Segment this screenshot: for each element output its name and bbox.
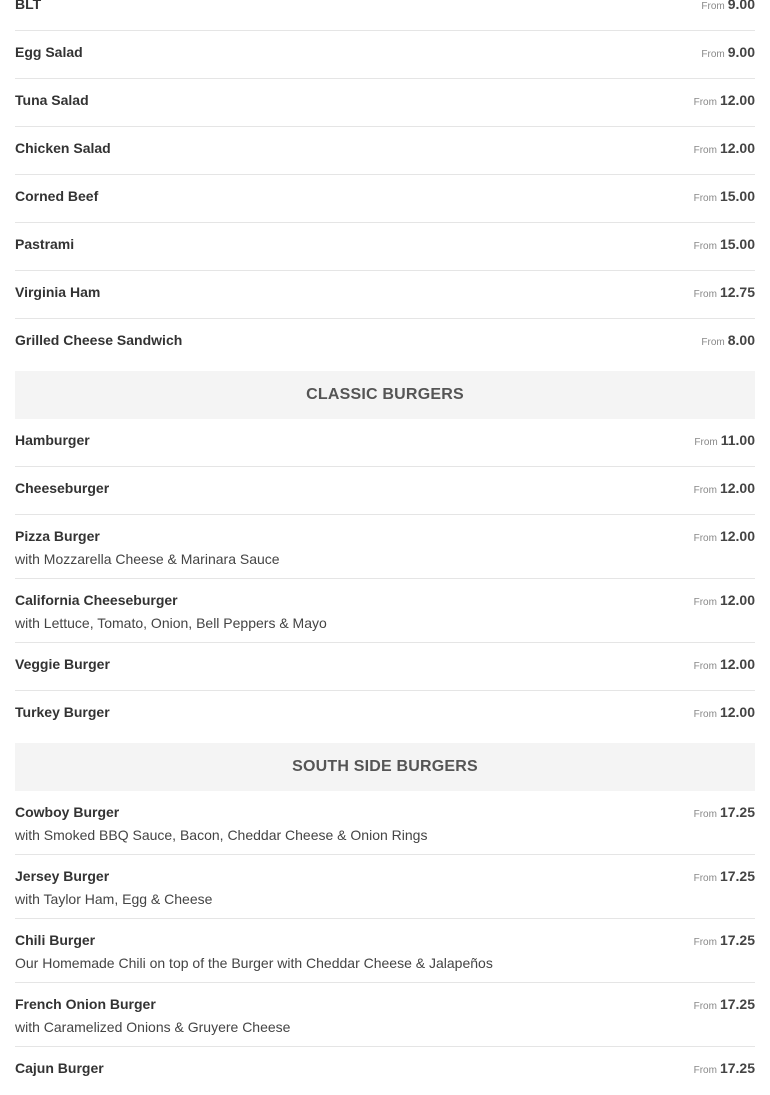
- item-name: Pastrami: [15, 236, 75, 252]
- menu-section: [15, 419, 755, 739]
- price-prefix: From: [693, 145, 717, 156]
- price-prefix: From: [693, 485, 717, 496]
- item-name: BLT: [15, 0, 42, 12]
- item-name: Virginia Ham: [15, 284, 101, 300]
- item-price: [694, 92, 755, 111]
- menu-item-grilled-cheese-sandwich[interactable]: [15, 319, 755, 367]
- item-name: Cowboy Burger: [15, 804, 120, 820]
- item-price: [694, 996, 755, 1015]
- item-name: Chicken Salad: [15, 140, 111, 156]
- menu-item-blt[interactable]: [15, 0, 755, 31]
- item-description: with Caramelized Onions & Gruyere Cheese: [15, 1019, 291, 1035]
- price-amount: 12.00: [719, 592, 755, 608]
- item-description: with Mozzarella Cheese & Marinara Sauce: [15, 551, 280, 567]
- price-amount: 17.25: [719, 932, 755, 948]
- menu-item-jersey-burger[interactable]: [15, 855, 755, 919]
- menu-item-virginia-ham[interactable]: [15, 271, 755, 319]
- item-description: with Lettuce, Tomato, Onion, Bell Peppers & Mayo: [15, 615, 327, 631]
- price-prefix: From: [693, 97, 717, 108]
- item-name: Pizza Burger: [15, 528, 100, 544]
- item-name: Cheeseburger: [15, 480, 110, 496]
- item-name: California Cheeseburger: [15, 592, 178, 608]
- price-amount: 12.00: [719, 480, 755, 496]
- price-prefix: From: [701, 49, 725, 60]
- price-prefix: From: [693, 1065, 717, 1076]
- item-price: [694, 804, 755, 823]
- section-header-south-side-burgers: SOUTH SIDE BURGERS: [15, 743, 755, 791]
- item-price: [701, 44, 755, 63]
- price-amount: 17.25: [719, 996, 755, 1012]
- price-amount: 15.00: [719, 236, 755, 252]
- item-name: Chili Burger: [15, 932, 96, 948]
- item-name: Grilled Cheese Sandwich: [15, 332, 183, 348]
- price-prefix: From: [701, 1, 725, 12]
- price-prefix: From: [693, 937, 717, 948]
- item-name: Tuna Salad: [15, 92, 89, 108]
- price-prefix: From: [693, 533, 717, 544]
- menu-item-hamburger[interactable]: [15, 419, 755, 467]
- item-price: [701, 332, 755, 351]
- price-prefix: From: [693, 193, 717, 204]
- item-price: [701, 0, 755, 15]
- item-price: [694, 592, 755, 611]
- menu-item-pastrami[interactable]: [15, 223, 755, 271]
- item-price: [694, 656, 755, 675]
- menu-item-turkey-burger[interactable]: [15, 691, 755, 739]
- price-prefix: From: [701, 337, 725, 348]
- menu-item-chili-burger[interactable]: [15, 919, 755, 983]
- price-amount: 8.00: [727, 332, 755, 348]
- price-prefix: From: [693, 241, 717, 252]
- item-price: [694, 236, 755, 255]
- price-amount: 12.00: [719, 528, 755, 544]
- menu-item-cajun-burger[interactable]: [15, 1047, 755, 1095]
- price-amount: 12.00: [719, 656, 755, 672]
- menu-item-california-cheeseburger[interactable]: [15, 579, 755, 643]
- item-name: Veggie Burger: [15, 656, 110, 672]
- item-description: with Taylor Ham, Egg & Cheese: [15, 891, 213, 907]
- price-prefix: From: [693, 597, 717, 608]
- section-header-classic-burgers: CLASSIC BURGERS: [15, 371, 755, 419]
- item-price: [694, 1060, 755, 1079]
- price-prefix: From: [693, 809, 717, 820]
- price-amount: 12.00: [719, 704, 755, 720]
- item-description: with Smoked BBQ Sauce, Bacon, Cheddar Cheese & Onion Rings: [15, 827, 428, 843]
- menu-item-tuna-salad[interactable]: [15, 79, 755, 127]
- menu-item-corned-beef[interactable]: [15, 175, 755, 223]
- menu-item-french-onion-burger[interactable]: [15, 983, 755, 1047]
- price-prefix: From: [694, 437, 718, 448]
- menu-section: [15, 0, 755, 367]
- item-price: [694, 528, 755, 547]
- menu-item-pizza-burger[interactable]: [15, 515, 755, 579]
- price-amount: 17.25: [719, 804, 755, 820]
- menu-list: [15, 0, 755, 1095]
- price-prefix: From: [693, 661, 717, 672]
- menu-section: [15, 791, 755, 1095]
- item-price: [694, 480, 755, 499]
- item-price: [694, 932, 755, 951]
- item-price: [694, 704, 755, 723]
- menu-item-cheeseburger[interactable]: [15, 467, 755, 515]
- price-amount: 15.00: [719, 188, 755, 204]
- price-amount: 12.00: [719, 140, 755, 156]
- price-amount: 17.25: [719, 1060, 755, 1076]
- item-name: Cajun Burger: [15, 1060, 104, 1076]
- item-description: Our Homemade Chili on top of the Burger with Cheddar Cheese & Jalapeños: [15, 955, 493, 971]
- price-amount: 12.75: [719, 284, 755, 300]
- price-prefix: From: [693, 1001, 717, 1012]
- price-prefix: From: [693, 709, 717, 720]
- item-price: [694, 284, 755, 303]
- price-amount: 17.25: [719, 868, 755, 884]
- item-name: Jersey Burger: [15, 868, 110, 884]
- item-price: [694, 868, 755, 887]
- item-price: [694, 432, 755, 451]
- menu-item-cowboy-burger[interactable]: [15, 791, 755, 855]
- price-amount: 12.00: [719, 92, 755, 108]
- item-price: [694, 140, 755, 159]
- menu-item-egg-salad[interactable]: [15, 31, 755, 79]
- price-prefix: From: [693, 289, 717, 300]
- item-name: French Onion Burger: [15, 996, 156, 1012]
- price-amount: 11.00: [720, 432, 755, 448]
- item-name: Turkey Burger: [15, 704, 110, 720]
- item-name: Hamburger: [15, 432, 90, 448]
- item-name: Egg Salad: [15, 44, 83, 60]
- item-name: Corned Beef: [15, 188, 99, 204]
- price-prefix: From: [693, 873, 717, 884]
- price-amount: 9.00: [727, 44, 755, 60]
- menu-item-chicken-salad[interactable]: [15, 127, 755, 175]
- price-amount: 9.00: [727, 0, 755, 12]
- item-price: [694, 188, 755, 207]
- menu-item-veggie-burger[interactable]: [15, 643, 755, 691]
